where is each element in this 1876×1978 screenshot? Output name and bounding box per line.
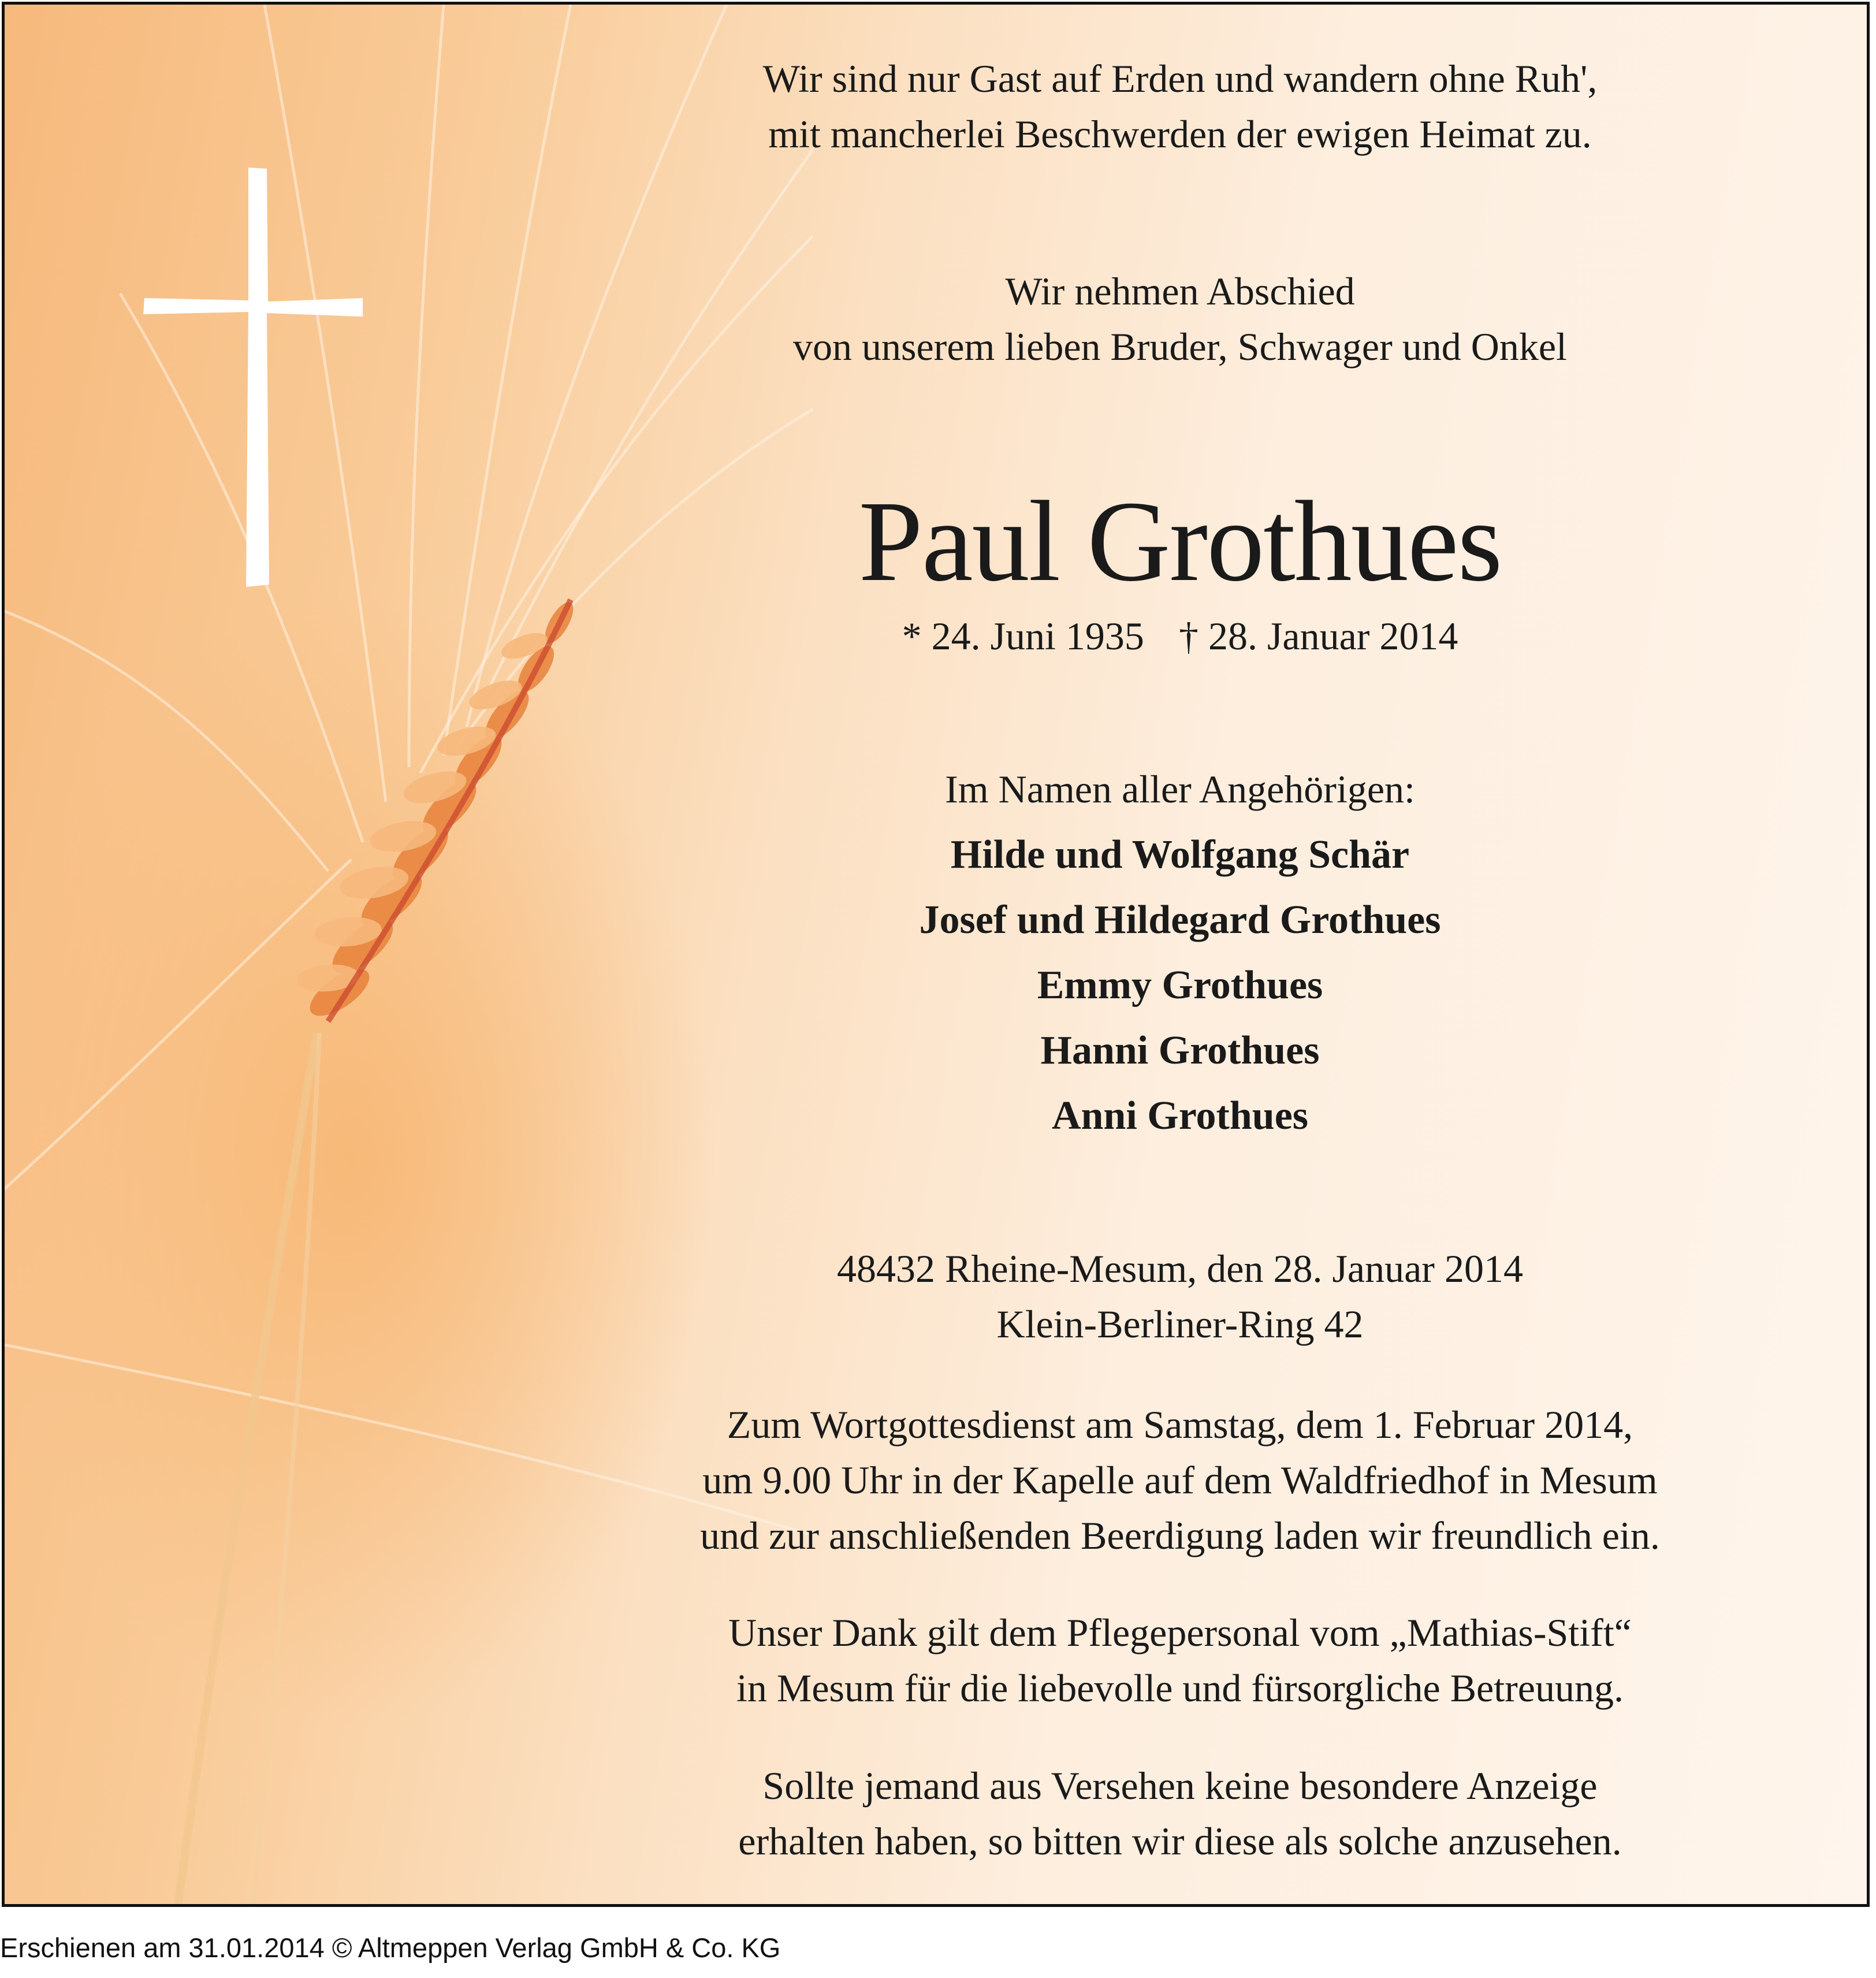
- mourner-name: Emmy Grothues: [1037, 963, 1323, 1007]
- mourners-list: [594, 822, 1766, 1148]
- thanks-line: in Mesum für die liebevolle und fürsorgliche Betreuung.: [736, 1666, 1624, 1710]
- thanks-text: [594, 1605, 1766, 1716]
- service-line: und zur anschließenden Beerdigung laden wir freundlich ein.: [700, 1514, 1660, 1557]
- notification-note: [594, 1758, 1766, 1869]
- cross-icon: [143, 168, 374, 595]
- verse-line: mit mancherlei Beschwerden der ewigen Heimat zu.: [768, 112, 1592, 156]
- mourners-intro: Im Namen aller Angehörigen:: [945, 767, 1415, 811]
- farewell-line: von unserem lieben Bruder, Schwager und Onkel: [793, 325, 1567, 369]
- life-dates: [594, 608, 1766, 664]
- farewell-text: [594, 263, 1766, 374]
- mourner-name: Josef und Hildegard Grothues: [919, 898, 1441, 942]
- deceased-name: Paul Grothues: [858, 478, 1502, 605]
- place-and-address: [594, 1241, 1766, 1352]
- verse-line: Wir sind nur Gast auf Erden und wandern ohne Ruh',: [762, 57, 1598, 101]
- farewell-line: Wir nehmen Abschied: [1005, 269, 1355, 313]
- note-line: Sollte jemand aus Versehen keine besondere Anzeige: [762, 1764, 1598, 1808]
- service-line: Zum Wortgottesdienst am Samstag, dem 1. Februar 2014,: [727, 1403, 1633, 1447]
- place-date-line: 48432 Rheine-Mesum, den 28. Januar 2014: [837, 1247, 1523, 1291]
- obituary-notice: [2, 2, 1870, 1907]
- note-line: erhalten haben, so bitten wir diese als solche anzusehen.: [738, 1819, 1622, 1863]
- service-line: um 9.00 Uhr in der Kapelle auf dem Waldfriedhof in Mesum: [702, 1458, 1658, 1502]
- address-line: Klein-Berliner-Ring 42: [996, 1302, 1364, 1346]
- birth-date: * 24. Juni 1935: [902, 614, 1144, 658]
- mourner-name: Anni Grothues: [1051, 1094, 1309, 1138]
- service-invitation: [594, 1397, 1766, 1563]
- verse: [594, 51, 1766, 162]
- publication-footer: Erschienen am 31.01.2014 © Altmeppen Verlag GmbH & Co. KG: [0, 1932, 781, 1963]
- mourner-name: Hanni Grothues: [1040, 1028, 1320, 1073]
- death-date: † 28. Januar 2014: [1178, 614, 1458, 658]
- thanks-line: Unser Dank gilt dem Pflegepersonal vom „Mathias-Stift“: [728, 1611, 1632, 1654]
- mourner-name: Hilde und Wolfgang Schär: [950, 832, 1410, 877]
